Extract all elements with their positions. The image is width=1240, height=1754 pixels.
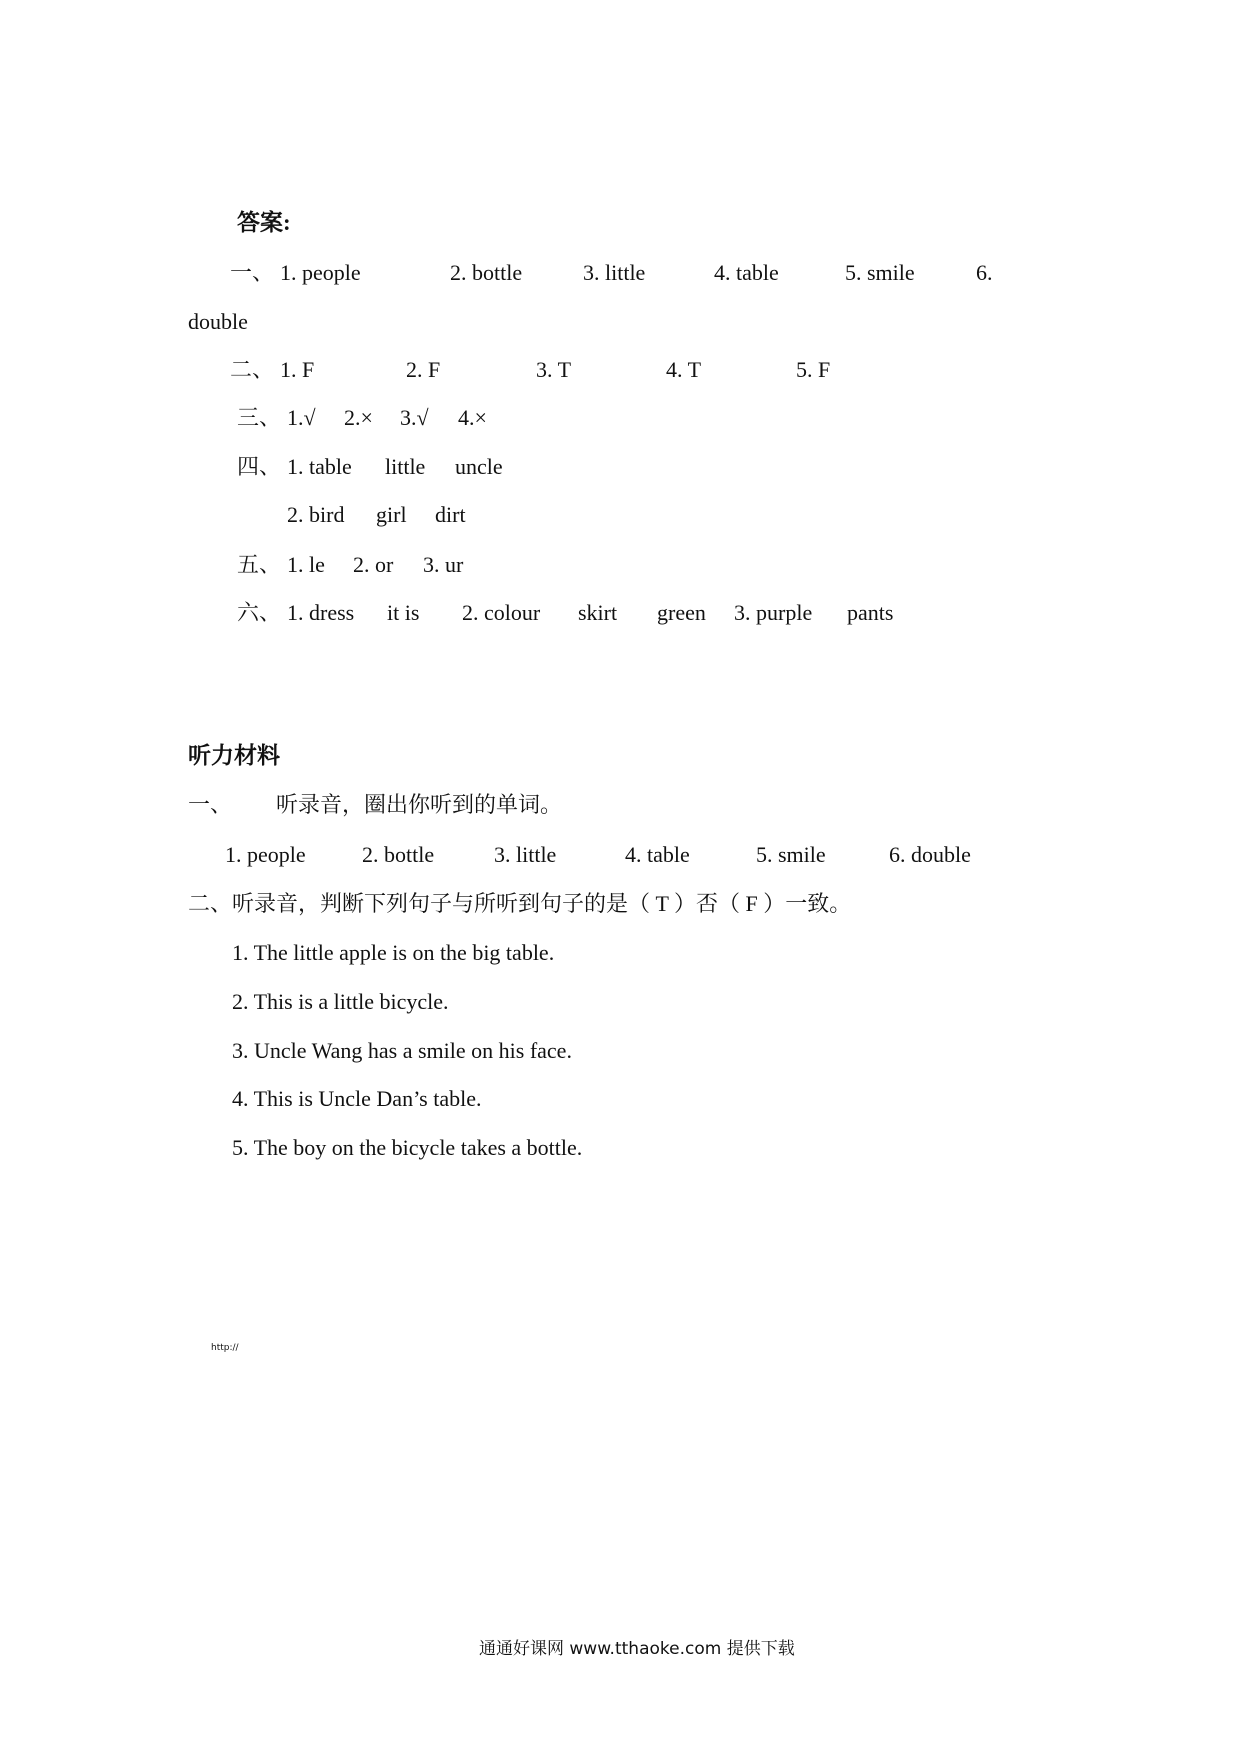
answer-item: 4.× — [458, 405, 487, 430]
word-item: 3. little — [494, 842, 557, 867]
answer-item-wrap: double — [188, 309, 248, 334]
word-item: 2. bottle — [362, 842, 435, 867]
word-item: 6. double — [889, 842, 971, 867]
answers-section-5 — [237, 551, 497, 579]
section-label: 四、 — [237, 454, 282, 479]
answer-item: 1. table — [287, 454, 352, 479]
answers-title: 答案: — [237, 210, 291, 235]
page-footer: 通通好课网 www.tthaoke.com 提供下载 — [479, 1639, 795, 1659]
listening-part-1-heading — [188, 791, 688, 819]
answer-item: skirt — [578, 600, 618, 625]
answer-item: 2. or — [353, 552, 394, 577]
answers-section-4-row-1 — [237, 453, 557, 481]
answer-item: 3. purple — [734, 600, 813, 625]
answer-item: 1. people — [280, 260, 361, 285]
answer-item: 2. colour — [462, 600, 541, 625]
answer-item: 2.× — [344, 405, 373, 430]
listening-sentence: 5. The boy on the bicycle takes a bottle. — [232, 1135, 583, 1160]
answer-item: 6. — [976, 260, 993, 285]
section-label: 五、 — [237, 552, 282, 577]
word-item: 1. people — [225, 842, 306, 867]
answer-item: 3. little — [583, 260, 646, 285]
answer-item: it is — [387, 600, 420, 625]
answers-section-6 — [237, 599, 937, 627]
listening-part-1-words — [225, 841, 1005, 869]
answers-section-1 — [230, 259, 1010, 287]
listening-sentence: 3. Uncle Wang has a smile on his face. — [232, 1038, 572, 1063]
listening-instruction: 听录音，圈出你听到的单词。 — [276, 792, 563, 817]
answer-item: 1. dress — [287, 600, 355, 625]
word-item: 5. smile — [756, 842, 826, 867]
answer-item: girl — [376, 502, 407, 527]
answer-item: 1. F — [280, 357, 315, 382]
answer-item: 2. bird — [287, 502, 345, 527]
answer-item: 4. T — [666, 357, 702, 382]
section-label: 一、 — [230, 260, 275, 285]
section-label: 三、 — [237, 405, 282, 430]
answer-item: 4. table — [714, 260, 779, 285]
listening-sentence: 4. This is Uncle Dan’s table. — [232, 1086, 482, 1111]
answer-item: green — [657, 600, 706, 625]
listening-title: 听力材料 — [188, 743, 280, 768]
answer-item: pants — [847, 600, 894, 625]
word-item: 4. table — [625, 842, 690, 867]
listening-sentence: 2. This is a little bicycle. — [232, 989, 449, 1014]
answer-item: 1.√ — [287, 405, 316, 430]
answer-item: little — [385, 454, 426, 479]
answer-item: 3. T — [536, 357, 572, 382]
section-label: 二、 — [230, 357, 275, 382]
answer-item: 5. smile — [845, 260, 915, 285]
section-label: 六、 — [237, 600, 282, 625]
answers-section-3 — [237, 404, 537, 432]
answer-item: 2. F — [406, 357, 441, 382]
answer-item: 3. ur — [423, 552, 464, 577]
answers-section-2 — [230, 356, 870, 384]
answer-item: uncle — [455, 454, 503, 479]
url-fragment: http:// — [211, 1343, 239, 1353]
listening-part-2-instruction: 二、听录音，判断下列句子与所听到句子的是（ T ）否（ F ）一致。 — [188, 891, 852, 916]
answer-item: 2. bottle — [450, 260, 523, 285]
answer-item: dirt — [435, 502, 466, 527]
answer-item: 5. F — [796, 357, 831, 382]
listening-sentence: 1. The little apple is on the big table. — [232, 940, 555, 965]
answer-item: 3.√ — [400, 405, 429, 430]
section-label: 一、 — [188, 792, 233, 817]
answers-section-4-row-2 — [287, 501, 527, 529]
answer-item: 1. le — [287, 552, 325, 577]
